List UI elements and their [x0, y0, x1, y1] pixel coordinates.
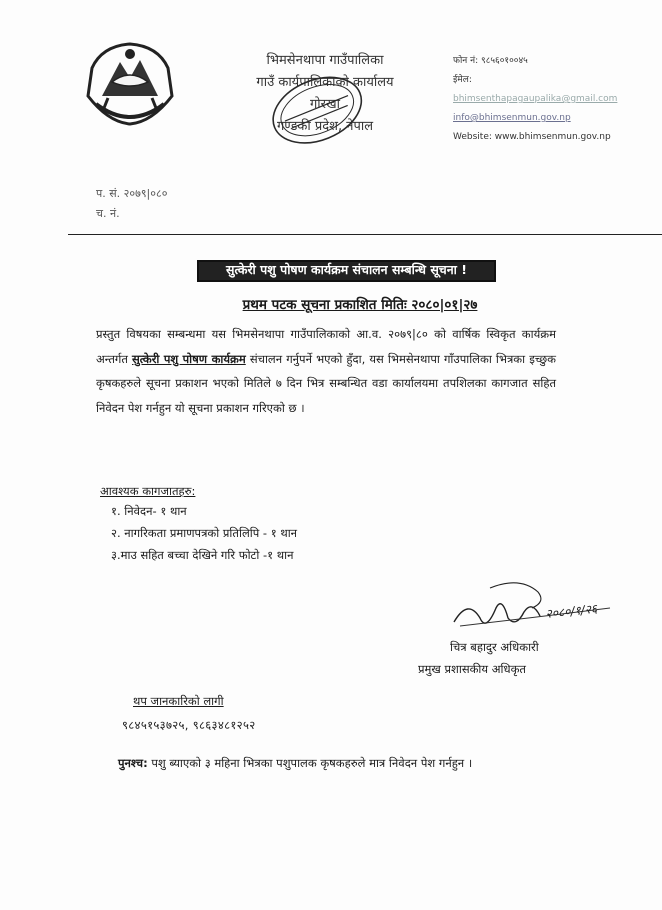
- footnote-text: पशु ब्याएको ३ महिना भित्रका पशुपालक कृषकहरुले मात्र निवेदन पेश गर्नहुन ।: [147, 756, 473, 770]
- emblem-icon: [82, 38, 178, 130]
- notice-body: [96, 322, 556, 420]
- website[interactable]: Website: www.bhimsenmun.gov.np: [453, 132, 611, 142]
- email-link-1[interactable]: bhimsenthapagaupalika@gmail.com: [453, 94, 618, 104]
- footnote-label: पुनश्च:: [118, 756, 148, 770]
- email-link-2[interactable]: info@bhimsenmun.gov.np: [453, 113, 571, 123]
- patra-sankhya: प. सं. २०७९|०८०: [96, 187, 168, 200]
- more-info-heading: थप जानकारिको लागी: [133, 694, 224, 708]
- body-text-end: संचालन गर्नुपर्ने भएको हुँदा, यस भिमसेनथापा गाँउपालिका भित्रका इच्छुक कृषकहरुले सूचना प्रकाशन भएको मितिले ७ दिन भित्र सम्बन्धित वडा कार्यालयमा तपशिलका कागजात सहित निवेदन पेश गर्नहुन यो सूचना प्रकाशन गरिएको छ ।: [96, 351, 556, 415]
- notice-title: सुत्केरी पशु पोषण कार्यक्रम संचालन सम्बन्धि सूचना !: [226, 262, 467, 277]
- signatory-designation: प्रमुख प्रशासकीय अधिकृत: [418, 662, 526, 676]
- reference-numbers: [96, 184, 167, 224]
- program-name: सुत्केरी पशु पोषण कार्यक्रम: [132, 351, 246, 366]
- contact-phones: ९८४५१५३७२५, ९८६३४८१२५२: [122, 718, 256, 732]
- document-item: १. निवेदन- १ थान: [111, 504, 187, 518]
- stamp-icon: [258, 62, 378, 162]
- publish-date-heading: प्रथम पटक सूचना प्रकाशित मितिः २०८०|०१|२७: [242, 297, 478, 313]
- signatory-name: चित्र बहादुर अधिकारी: [450, 640, 539, 654]
- document-item: ३.माउ सहित बच्चा देखिने गरि फोटो -१ थान: [111, 548, 294, 562]
- documents-list: [111, 500, 297, 566]
- contact-block: [453, 52, 617, 147]
- phone-number: फोन नं: ९८५६०१००४५: [453, 56, 528, 66]
- office-line-2: गाउँ कार्यपालिकाको कार्यालय: [256, 75, 394, 90]
- office-line-3: गोरखा: [309, 97, 340, 112]
- office-line-1: भिमसेनथापा गाउँपालिका: [266, 53, 384, 68]
- office-stamp: [258, 62, 378, 162]
- signature-date: २०८०/१/२६: [544, 601, 598, 621]
- signatory-block: [418, 636, 539, 680]
- body-text-start: प्रस्तुत विषयका सम्बन्धमा यस भिमसेनथापा गाउँपालिकाको आ.व. २०७९|८० को वार्षिक स्विकृत कार्यक्रम अन्तर्गत: [96, 327, 556, 366]
- office-line-4: गण्डकी प्रदेश, नेपाल: [276, 119, 374, 134]
- header-divider: [68, 234, 662, 235]
- documents-heading: आवश्यक कागजातहरु:: [100, 484, 196, 498]
- footnote: [118, 756, 472, 771]
- document-item: २. नागरिकता प्रमाणपत्रको प्रतिलिपि - १ थान: [111, 526, 298, 540]
- government-emblem: [82, 38, 178, 130]
- handwritten-signature: [450, 578, 620, 636]
- email-label: ईमेल:: [453, 75, 472, 85]
- chalani-number: च. नं.: [96, 207, 120, 220]
- signature-icon: [450, 578, 620, 636]
